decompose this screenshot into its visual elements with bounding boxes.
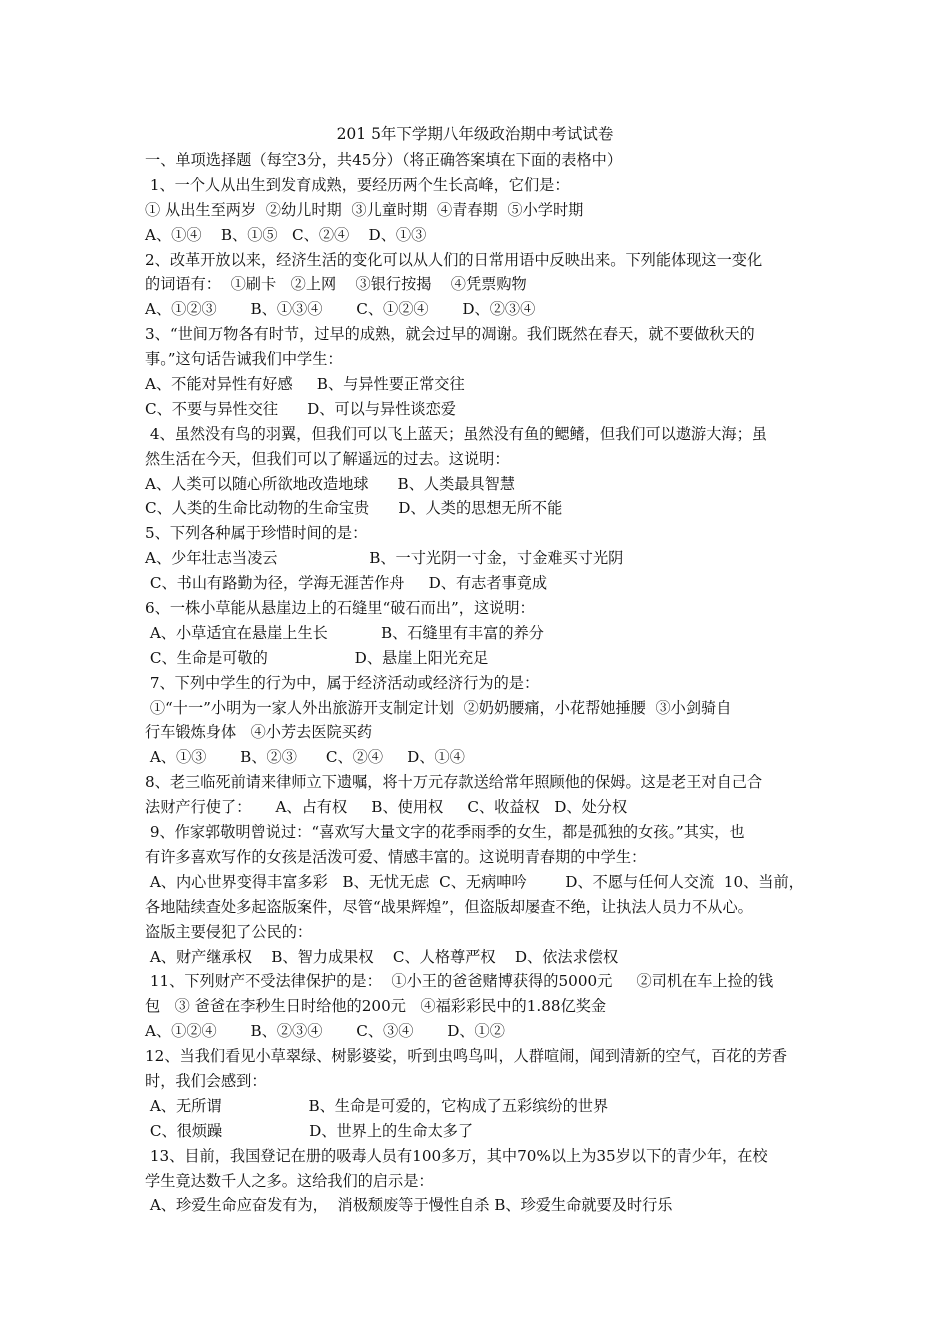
question-2-options: A、①②③ B、①③④ C、①②④ D、②③④ bbox=[145, 300, 536, 319]
question-10-options: A、财产继承权 B、智力成果权 C、人格尊严权 D、依法求偿权 bbox=[145, 947, 619, 966]
question-11-stem: 11、下列财产不受法律保护的是： ①小王的爸爸赌博获得的5000元 ②司机在车上捡的钱 bbox=[145, 972, 774, 991]
question-5-stem: 5、下列各种属于珍惜时间的是： bbox=[145, 524, 368, 543]
question-12-stem-cont: 时，我们会感到： bbox=[145, 1071, 267, 1090]
question-13-stem: 13、目前，我国登记在册的吸毒人员有100多万，其中70%以上为35岁以下的青少年，在校 bbox=[145, 1146, 768, 1165]
question-9-stem: 9、作家郭敬明曾说过：“喜欢写大量文字的花季雨季的女生，都是孤独的女孩。”其实，也 bbox=[145, 823, 745, 842]
question-8-stem: 8、老三临死前请来律师立下遗嘱，将十万元存款送给常年照顾他的保姆。这是老王对自己合 bbox=[145, 773, 763, 792]
text-line: 一、单项选择题（每空3分，共45分）（将正确答案填在下面的表格中） bbox=[145, 151, 623, 169]
question-5-options-cd: C、书山有路勤为径，学海无涯苦作舟 D、有志者事竟成 bbox=[145, 574, 548, 593]
exam-content bbox=[145, 148, 810, 1218]
question-8-options: 法财产行使了： A、占有权 B、使用权 C、收益权 D、处分权 bbox=[145, 798, 628, 817]
question-6-stem: 6、一株小草能从悬崖边上的石缝里“破石而出”，这说明： bbox=[145, 599, 535, 618]
question-3-options-ab: A、不能对异性有好感 B、与异性要正常交往 bbox=[145, 375, 465, 394]
question-10-stem-cont: 盗版主要侵犯了公民的： bbox=[145, 922, 313, 941]
question-3-stem: 3、“世间万物各有时节，过早的成熟，就会过早的凋谢。我们既然在春天，就不要做秋天的 bbox=[145, 325, 755, 344]
question-9-stem-cont: 有许多喜欢写作的女孩是活泼可爱、情感丰富的。这说明青春期的中学生： bbox=[145, 847, 647, 866]
question-1-items: ① 从出生至两岁 ②幼儿时期 ③儿童时期 ④青春期 ⑤小学时期 bbox=[145, 200, 584, 219]
question-5-options-ab: A、少年壮志当凌云 B、一寸光阴一寸金，寸金难买寸光阴 bbox=[145, 549, 624, 568]
question-13-stem-cont: 学生竟达数千人之多。这给我们的启示是： bbox=[145, 1171, 434, 1190]
exam-title: 201 5年下学期八年级政治期中考试试卷 bbox=[336, 125, 614, 143]
question-7-items: ①“十一”小明为一家人外出旅游开支制定计划 ②奶奶腰痛，小花帮她捶腰 ③小剑骑自 bbox=[145, 698, 732, 717]
question-12-options-cd: C、很烦躁 D、世界上的生命太多了 bbox=[145, 1121, 474, 1140]
question-9-options: A、内心世界变得丰富多彩 B、无忧无虑 C、无病呻吟 D、不愿与任何人交流 10、当前， bbox=[145, 872, 804, 891]
question-2-stem: 2、改革开放以来，经济生活的变化可以从人们的日常用语中反映出来。下列能体现这一变化 bbox=[145, 250, 763, 269]
question-3-stem-cont: 事。”这句话告诫我们中学生： bbox=[145, 350, 343, 369]
question-11-items: 包 ③ 爸爸在李秒生日时给他的200元 ④福彩彩民中的1.88亿奖金 bbox=[145, 997, 607, 1016]
question-4-stem-cont: 然生活在今天，但我们可以了解遥远的过去。这说明： bbox=[145, 449, 510, 468]
question-7-options: A、①③ B、②③ C、②④ D、①④ bbox=[145, 748, 465, 767]
question-10-stem: 各地陆续查处多起盗版案件，尽管“战果辉煌”，但盗版却屡查不绝，让执法人员力不从心。 bbox=[145, 897, 753, 916]
question-7-stem: 7、下列中学生的行为中，属于经济活动或经济行为的是： bbox=[145, 673, 540, 692]
question-6-options-ab: A、小草适宜在悬崖上生长 B、石缝里有丰富的养分 bbox=[145, 623, 544, 642]
question-1-options: A、①④ B、①⑤ C、②④ D、①③ bbox=[145, 225, 427, 244]
question-11-options: A、①②④ B、②③④ C、③④ D、①② bbox=[145, 1022, 505, 1041]
question-12-options-ab: A、无所谓 B、生命是可爱的，它构成了五彩缤纷的世界 bbox=[145, 1096, 609, 1115]
question-6-options-cd: C、生命是可敬的 D、悬崖上阳光充足 bbox=[145, 648, 489, 667]
question-12-stem: 12、当我们看见小草翠绿、树影婆娑，听到虫鸣鸟叫，人群喧闹，闻到清新的空气，百花的芳香 bbox=[145, 1047, 788, 1066]
question-1-stem: 1、一个人从出生到发育成熟，要经历两个生长高峰，它们是： bbox=[145, 175, 570, 194]
question-3-options-cd: C、不要与异性交往 D、可以与异性谈恋爱 bbox=[145, 399, 456, 418]
question-4-options-ab: A、人类可以随心所欲地改造地球 B、人类最具智慧 bbox=[145, 474, 516, 493]
question-4-stem: 4、虽然没有鸟的羽翼，但我们可以飞上蓝天；虽然没有鱼的鳃鳍，但我们可以遨游大海；虽 bbox=[145, 424, 767, 443]
question-4-options-cd: C、人类的生命比动物的生命宝贵 D、人类的思想无所不能 bbox=[145, 499, 563, 518]
question-13-options-ab: A、珍爱生命应奋发有为， 消极颓废等于慢性自杀 B、珍爱生命就要及时行乐 bbox=[145, 1196, 673, 1215]
question-7-items-cont: 行车锻炼身体 ④小芳去医院买药 bbox=[145, 723, 373, 742]
question-2-items: 的词语有： ①刷卡 ②上网 ③银行按揭 ④凭票购物 bbox=[145, 275, 527, 294]
